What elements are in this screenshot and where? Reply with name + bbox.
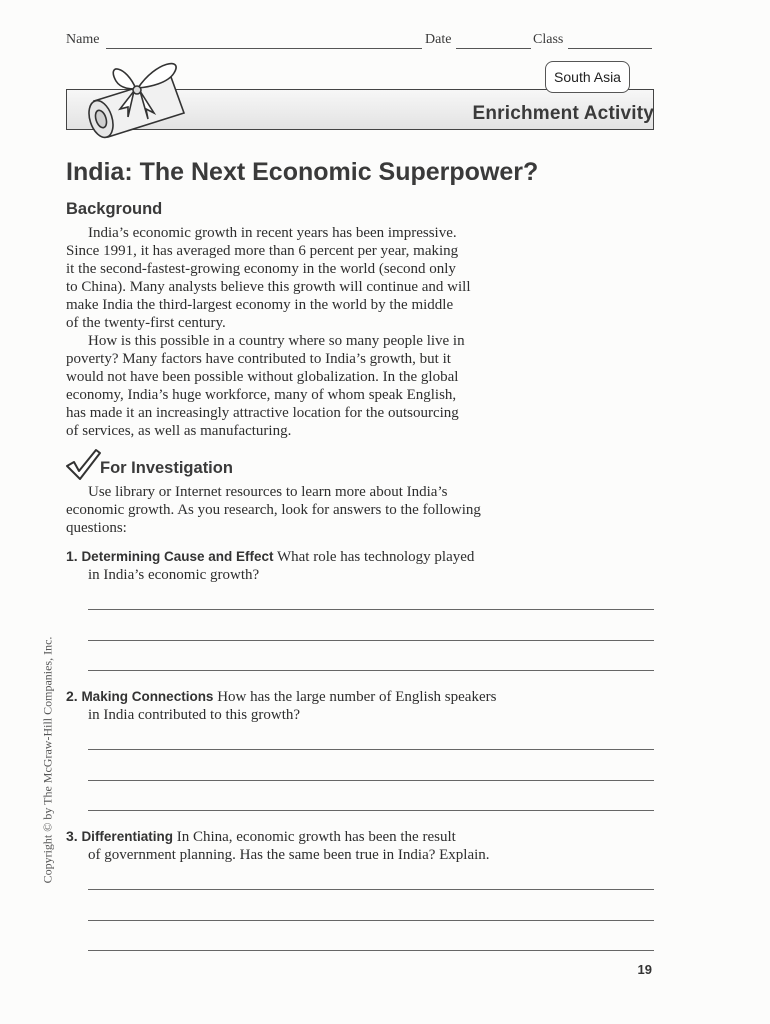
investigation-line: Use library or Internet resources to learn more about India’s [88, 484, 448, 500]
answer-line[interactable] [88, 670, 654, 671]
answer-line[interactable] [88, 950, 654, 951]
answer-line[interactable] [88, 749, 654, 750]
background-line: it the second-fastest-growing economy in the world (second only [66, 261, 456, 277]
background-line: would not have been possible without globalization. In the global [66, 369, 459, 385]
investigation-heading: For Investigation [100, 459, 233, 477]
name-label: Name [66, 32, 100, 47]
question-text: In China, economic growth has been the result [176, 829, 456, 845]
activity-label: Enrichment Activity [472, 103, 654, 124]
answer-line[interactable] [88, 810, 654, 811]
question-number: 1. [66, 548, 78, 564]
investigation-text [66, 483, 481, 537]
question-skill-label: Making Connections [81, 689, 214, 704]
class-label: Class [533, 32, 564, 47]
investigation-line: questions: [66, 520, 127, 536]
question-text: of government planning. Has the same been true in India? Explain. [88, 847, 490, 863]
page-title: India: The Next Economic Superpower? [66, 158, 539, 186]
answer-line[interactable] [88, 609, 654, 610]
background-heading: Background [66, 200, 163, 218]
background-line: poverty? Many factors have contributed to India’s growth, but it [66, 351, 451, 367]
question-number: 2. [66, 688, 78, 704]
region-tag-label: South Asia [554, 69, 621, 85]
background-line: to China). Many analysts believe this growth will continue and will [66, 279, 471, 295]
question-text: How has the large number of English speakers [217, 689, 497, 705]
checkmark-icon [64, 448, 102, 482]
background-line: of services, as well as manufacturing. [66, 423, 292, 439]
investigation-line: economic growth. As you research, look for answers to the following [66, 502, 481, 518]
page-number: 19 [637, 962, 652, 977]
scroll-diploma-icon [76, 55, 196, 145]
question-3 [66, 827, 490, 864]
question-skill-label: Determining Cause and Effect [81, 549, 274, 564]
background-line: India’s economic growth in recent years has been impressive. [88, 225, 457, 241]
background-text [66, 224, 471, 440]
question-text: in India contributed to this growth? [88, 707, 301, 723]
background-line: of the twenty-first century. [66, 315, 226, 331]
question-text: What role has technology played [276, 549, 475, 565]
question-1 [66, 547, 474, 584]
question-2 [66, 687, 496, 724]
date-label: Date [425, 32, 452, 47]
name-field[interactable] [106, 48, 422, 49]
class-field[interactable] [568, 48, 652, 49]
background-line: economy, India’s huge workforce, many of whom speak English, [66, 387, 457, 403]
copyright-notice: Copyright © by The McGraw-Hill Companies, Inc. [40, 636, 55, 884]
question-text: in India’s economic growth? [88, 567, 260, 583]
date-field[interactable] [456, 48, 531, 49]
region-tag [545, 61, 630, 93]
answer-line[interactable] [88, 920, 654, 921]
background-line: make India the third-largest economy in the world by the middle [66, 297, 454, 313]
background-line: Since 1991, it has averaged more than 6 percent per year, making [66, 243, 459, 259]
answer-line[interactable] [88, 780, 654, 781]
answer-line[interactable] [88, 640, 654, 641]
question-number: 3. [66, 828, 78, 844]
question-skill-label: Differentiating [81, 829, 173, 844]
answer-line[interactable] [88, 889, 654, 890]
background-line: How is this possible in a country where so many people live in [88, 333, 465, 349]
background-line: has made it an increasingly attractive location for the outsourcing [66, 405, 459, 421]
